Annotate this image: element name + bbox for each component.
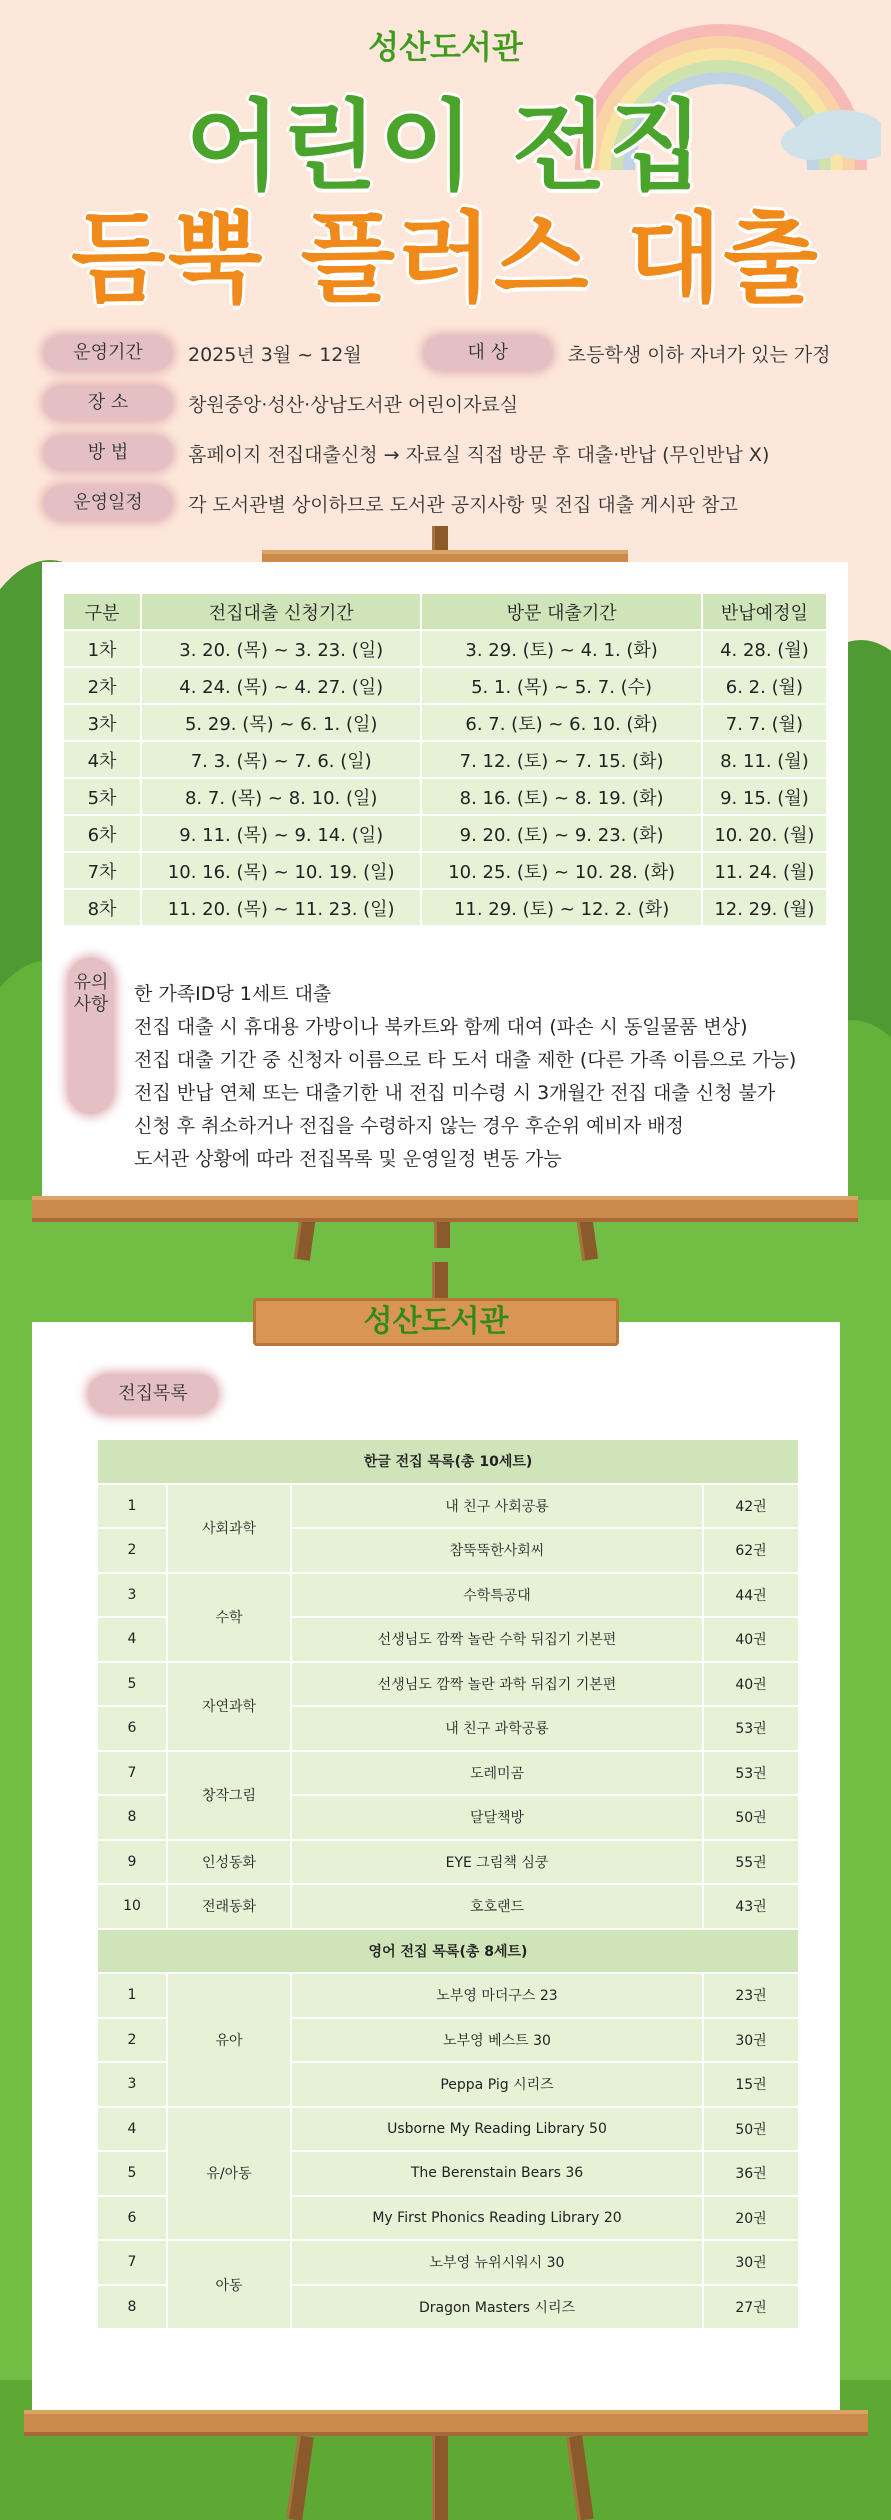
target-label: 대 상 (424, 336, 552, 370)
catalog-title: 선생님도 깜짝 놀란 과학 뒤집기 기본편 (291, 1662, 703, 1707)
catalog-title: Peppa Pig 시리즈 (291, 2062, 703, 2107)
catalog-number: 3 (97, 2062, 167, 2107)
easel2-leg-center (432, 2436, 448, 2520)
notice-item: 한 가족ID당 1세트 대출 (134, 983, 332, 1005)
schedule-cell: 6. 7. (토) ~ 6. 10. (화) (421, 704, 701, 741)
schedule-cell: 9. 15. (월) (702, 778, 827, 815)
catalog-category: 자연과학 (167, 1662, 291, 1751)
notice-item: 전집 대출 기간 중 신청자 이름으로 타 도서 대출 제한 (다른 가족 이름으로 가능) (134, 1049, 797, 1071)
catalog-title: 내 친구 과학공룡 (291, 1706, 703, 1751)
catalog-section-header (97, 1439, 799, 1484)
schedule-cell: 1차 (63, 630, 141, 667)
catalog-number: 7 (97, 2240, 167, 2285)
title-line2: 듬뿍 플러스 대출 (71, 202, 820, 316)
info-row-period (44, 336, 831, 370)
catalog-number: 7 (97, 1751, 167, 1796)
catalog-row (97, 1484, 799, 1529)
catalog-count: 30권 (703, 2240, 799, 2285)
method-value: 홈페이지 전집대출신청 → 자료실 직접 방문 후 대출·반납 (무인반납 X) (188, 443, 770, 466)
catalog-number: 6 (97, 2196, 167, 2241)
catalog-count: 53권 (703, 1706, 799, 1751)
place-value: 창원중앙·성산·상남도서관 어린이자료실 (188, 393, 519, 416)
catalog-count: 36권 (703, 2151, 799, 2196)
schedule-header-row (63, 593, 827, 630)
easel-ledge (32, 1196, 858, 1222)
notice-item: 신청 후 취소하거나 전집을 수령하지 않는 경우 후순위 예비자 배정 (134, 1115, 684, 1137)
catalog-count: 62권 (703, 1528, 799, 1573)
info-row-schedule (44, 486, 738, 520)
catalog-category: 인성동화 (167, 1840, 291, 1885)
schedule-cell: 7차 (63, 852, 141, 889)
schedule-row (63, 815, 827, 852)
catalog-title: 노부영 베스트 30 (291, 2018, 703, 2063)
method-label: 방 법 (44, 436, 172, 470)
catalog-number: 3 (97, 1573, 167, 1618)
schedule-header: 구분 (63, 593, 141, 630)
schedule-cell: 7. 7. (월) (702, 704, 827, 741)
catalog-row (97, 2240, 799, 2285)
catalog-count: 53권 (703, 1751, 799, 1796)
catalog-title: Dragon Masters 시리즈 (291, 2285, 703, 2330)
schedule-cell: 4. 24. (목) ~ 4. 27. (일) (141, 667, 421, 704)
catalog-table (96, 1438, 800, 2330)
easel2-ledge (24, 2410, 868, 2436)
schedule-cell: 9. 11. (목) ~ 9. 14. (일) (141, 815, 421, 852)
catalog-count: 23권 (703, 1973, 799, 2018)
catalog-category: 전래동화 (167, 1884, 291, 1929)
catalog-row (97, 1751, 799, 1796)
catalog-category: 수학 (167, 1573, 291, 1662)
schedule-row (63, 889, 827, 926)
catalog-number: 9 (97, 1840, 167, 1885)
catalog-count: 55권 (703, 1840, 799, 1885)
catalog-section-title: 영어 전집 목록(총 8세트) (97, 1929, 799, 1974)
schedule-header: 반납예정일 (702, 593, 827, 630)
catalog-row (97, 1573, 799, 1618)
schedule-table (62, 592, 828, 927)
period-value: 2025년 3월 ~ 12월 (188, 343, 362, 366)
catalog-row (97, 1662, 799, 1707)
catalog-category: 창작그림 (167, 1751, 291, 1840)
catalog-title: 노부영 뉴위시워시 30 (291, 2240, 703, 2285)
schedule-cell: 11. 20. (목) ~ 11. 23. (일) (141, 889, 421, 926)
catalog-count: 40권 (703, 1617, 799, 1662)
notice-list (134, 978, 796, 1176)
notice-item: 도서관 상황에 따라 전집목록 및 운영일정 변동 가능 (134, 1148, 562, 1170)
catalog-count: 43권 (703, 1884, 799, 1929)
catalog-count: 44권 (703, 1573, 799, 1618)
info-row-place (44, 386, 518, 420)
schedule-cell: 8. 16. (토) ~ 8. 19. (화) (421, 778, 701, 815)
catalog-title: 도레미곰 (291, 1751, 703, 1796)
catalog-row (97, 2107, 799, 2152)
schedule-cell: 3차 (63, 704, 141, 741)
catalog-sign: 성산도서관 (253, 1298, 619, 1346)
catalog-row (97, 1884, 799, 1929)
catalog-number: 4 (97, 2107, 167, 2152)
catalog-number: 2 (97, 1528, 167, 1573)
catalog-number: 1 (97, 1973, 167, 2018)
catalog-number: 4 (97, 1617, 167, 1662)
catalog-count: 20권 (703, 2196, 799, 2241)
schedule-row (63, 667, 827, 704)
schedule-cell: 5. 29. (목) ~ 6. 1. (일) (141, 704, 421, 741)
schedule-cell: 11. 29. (토) ~ 12. 2. (화) (421, 889, 701, 926)
catalog-row (97, 1840, 799, 1885)
schedule-cell: 4차 (63, 741, 141, 778)
catalog-count: 42권 (703, 1484, 799, 1529)
catalog-category: 유/아동 (167, 2107, 291, 2241)
catalog-title: 노부영 마더구스 23 (291, 1973, 703, 2018)
notice-label: 유의사항 (68, 958, 114, 1114)
catalog-number: 8 (97, 1795, 167, 1840)
schedule-row (63, 778, 827, 815)
schedule-row (63, 741, 827, 778)
title-line1: 어린이 전집 (185, 90, 706, 204)
catalog-count: 50권 (703, 1795, 799, 1840)
catalog-number: 2 (97, 2018, 167, 2063)
catalog-category: 아동 (167, 2240, 291, 2329)
catalog-category: 사회과학 (167, 1484, 291, 1573)
catalog-count: 50권 (703, 2107, 799, 2152)
catalog-title: 내 친구 사회공룡 (291, 1484, 703, 1529)
catalog-section-header (97, 1929, 799, 1974)
target-value: 초등학생 이하 자녀가 있는 가정 (567, 343, 831, 366)
schedule-cell: 8. 11. (월) (702, 741, 827, 778)
catalog-count: 40권 (703, 1662, 799, 1707)
catalog-number: 6 (97, 1706, 167, 1751)
notice-item: 전집 반납 연체 또는 대출기한 내 전집 미수령 시 3개월간 전집 대출 신청 불가 (134, 1082, 776, 1104)
catalog-category: 유아 (167, 1973, 291, 2107)
schedule-cell: 11. 24. (월) (702, 852, 827, 889)
easel2-top-post (432, 1262, 448, 1302)
schedule-cell: 3. 20. (목) ~ 3. 23. (일) (141, 630, 421, 667)
schedule-value: 각 도서관별 상이하므로 도서관 공지사항 및 전집 대출 게시판 참고 (188, 493, 738, 516)
catalog-title: 달달책방 (291, 1795, 703, 1840)
catalog-number: 1 (97, 1484, 167, 1529)
notice-item: 전집 대출 시 휴대용 가방이나 북카트와 함께 대여 (파손 시 동일물품 변상) (134, 1016, 748, 1038)
catalog-title: 호호랜드 (291, 1884, 703, 1929)
schedule-row (63, 704, 827, 741)
schedule-cell: 5차 (63, 778, 141, 815)
schedule-cell: 10. 25. (토) ~ 10. 28. (화) (421, 852, 701, 889)
schedule-cell: 5. 1. (목) ~ 5. 7. (수) (421, 667, 701, 704)
catalog-title: 수학특공대 (291, 1573, 703, 1618)
schedule-cell: 3. 29. (토) ~ 4. 1. (화) (421, 630, 701, 667)
schedule-cell: 10. 20. (월) (702, 815, 827, 852)
catalog-section-title: 한글 전집 목록(총 10세트) (97, 1439, 799, 1484)
catalog-title: Usborne My Reading Library 50 (291, 2107, 703, 2152)
schedule-cell: 8. 7. (목) ~ 8. 10. (일) (141, 778, 421, 815)
schedule-header: 방문 대출기간 (421, 593, 701, 630)
catalog-number: 10 (97, 1884, 167, 1929)
schedule-cell: 7. 3. (목) ~ 7. 6. (일) (141, 741, 421, 778)
catalog-count: 30권 (703, 2018, 799, 2063)
schedule-header: 전집대출 신청기간 (141, 593, 421, 630)
catalog-count: 15권 (703, 2062, 799, 2107)
catalog-title: 선생님도 깜짝 놀란 수학 뒤집기 기본편 (291, 1617, 703, 1662)
catalog-title: EYE 그림책 심쿵 (291, 1840, 703, 1885)
catalog-title: 참뚝뚝한사회씨 (291, 1528, 703, 1573)
schedule-label: 운영일정 (44, 486, 172, 520)
schedule-cell: 10. 16. (목) ~ 10. 19. (일) (141, 852, 421, 889)
place-label: 장 소 (44, 386, 172, 420)
schedule-cell: 7. 12. (토) ~ 7. 15. (화) (421, 741, 701, 778)
schedule-cell: 6차 (63, 815, 141, 852)
schedule-cell: 9. 20. (토) ~ 9. 23. (화) (421, 815, 701, 852)
catalog-title: The Berenstain Bears 36 (291, 2151, 703, 2196)
catalog-number: 5 (97, 2151, 167, 2196)
info-row-method (44, 436, 769, 470)
library-name: 성산도서관 (368, 28, 523, 66)
schedule-cell: 8차 (63, 889, 141, 926)
schedule-cell: 6. 2. (월) (702, 667, 827, 704)
schedule-cell: 12. 29. (월) (702, 889, 827, 926)
schedule-row (63, 852, 827, 889)
schedule-cell: 2차 (63, 667, 141, 704)
catalog-count: 27권 (703, 2285, 799, 2330)
catalog-title: My First Phonics Reading Library 20 (291, 2196, 703, 2241)
schedule-cell: 4. 28. (월) (702, 630, 827, 667)
catalog-number: 8 (97, 2285, 167, 2330)
schedule-row (63, 630, 827, 667)
catalog-label: 전집목록 (88, 1374, 218, 1414)
period-label: 운영기간 (44, 336, 172, 370)
catalog-row (97, 1973, 799, 2018)
catalog-number: 5 (97, 1662, 167, 1707)
